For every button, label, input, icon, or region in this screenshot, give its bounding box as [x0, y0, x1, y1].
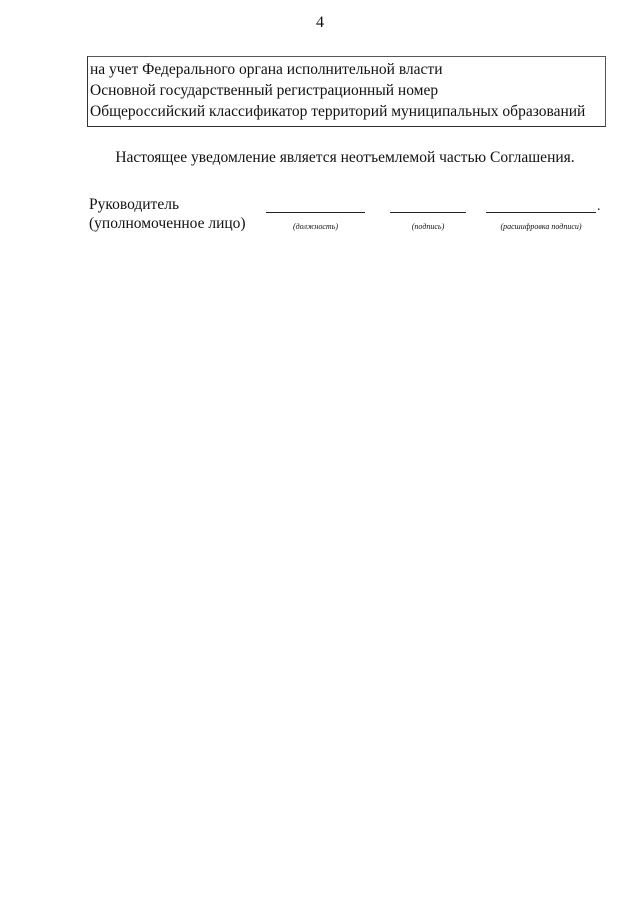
signatory-role-note: (уполномоченное лицо) — [89, 215, 246, 232]
name-line — [486, 212, 596, 213]
page-number: 4 — [316, 14, 324, 31]
box-line-federal-organ: на учет Федерального органа исполнительной власти — [90, 61, 443, 78]
notice-text: Настоящее уведомление является неотъемлемой частью Соглашения. — [115, 149, 575, 166]
caption-position: (должность) — [292, 222, 339, 231]
signature-line — [390, 212, 466, 213]
caption-signature: (подпись) — [411, 222, 445, 231]
box-line-ogrn: Основной государственный регистрационный номер — [90, 82, 439, 99]
position-line — [266, 212, 365, 213]
signatory-role: Руководитель — [89, 196, 180, 213]
info-box — [87, 56, 606, 127]
box-line-oktmo: Общероссийский классификатор территорий муниципальных образований — [90, 103, 586, 120]
end-mark: . — [597, 199, 601, 214]
caption-name: (расшифровка подписи) — [500, 222, 582, 231]
